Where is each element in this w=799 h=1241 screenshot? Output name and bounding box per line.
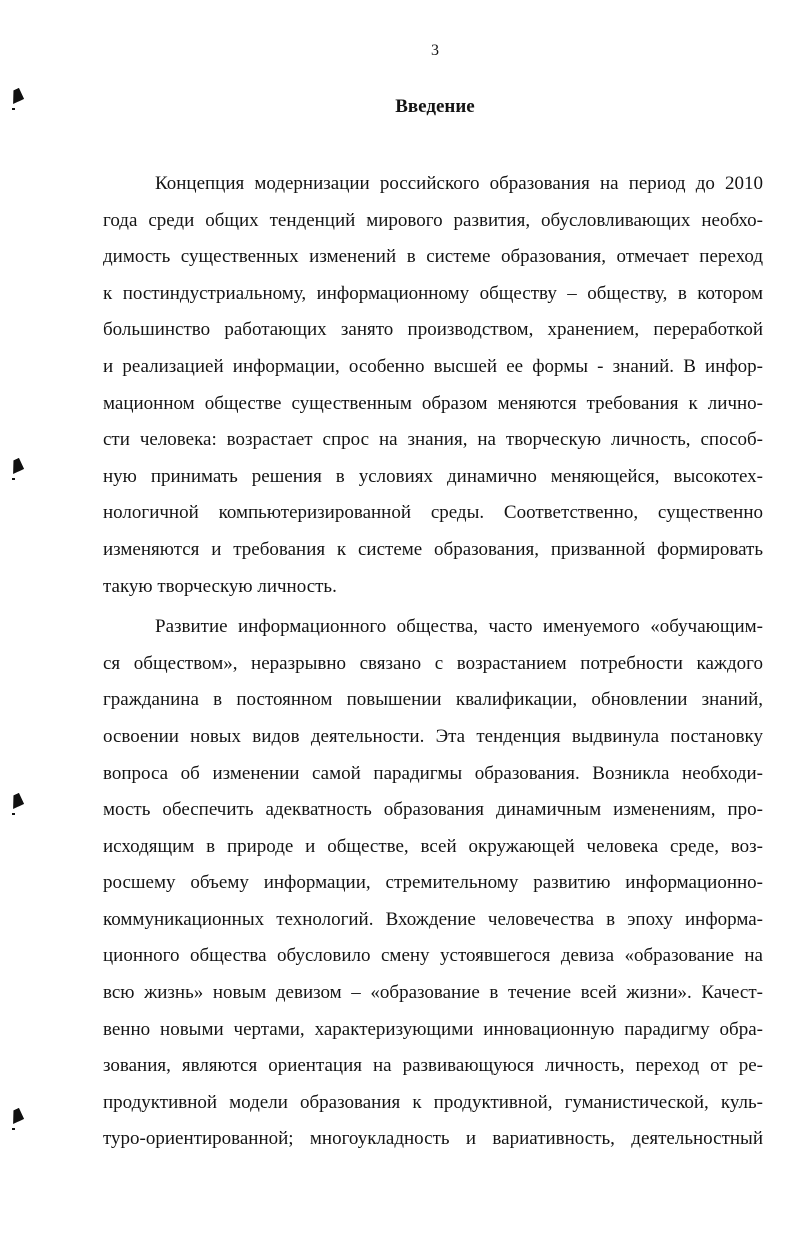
text-line: вопроса об изменении самой парадигмы образования. Возникла необходи- <box>103 762 763 784</box>
text-line: ную принимать решения в условиях динамично меняющейся, высокотех- <box>103 465 763 487</box>
text-line: туро-ориентированной; многоукладность и вариативность, деятельностный <box>103 1128 763 1150</box>
text-line: гражданина в постоянном повышении квалификации, обновлении знаний, <box>103 689 763 711</box>
text-line: года среди общих тенденций мирового развития, обусловливающих необхо- <box>103 209 763 231</box>
text-line: освоении новых видов деятельности. Эта тенденция выдвинула постановку <box>103 725 763 747</box>
text-line: исходящим в природе и обществе, всей окружающей человека среде, воз- <box>103 835 763 857</box>
text-line: коммуникационных технологий. Вхождение человечества в эпоху информа- <box>103 908 763 930</box>
text-line: такую творческую личность. <box>103 575 337 597</box>
text-line: нологичной компьютеризированной среды. Соответственно, существенно <box>103 502 763 524</box>
text-line: и реализацией информации, особенно высшей ее формы - знаний. В инфор- <box>103 355 763 377</box>
text-line: ционного общества обусловило смену устоявшегося девиза «образование на <box>103 945 763 967</box>
text-line: димость существенных изменений в системе образования, отмечает переход <box>103 246 763 268</box>
text-line: Развитие информационного общества, часто именуемого «обучающим- <box>155 616 763 638</box>
text-line: зования, являются ориентация на развивающуюся личность, переход от ре- <box>103 1055 763 1077</box>
body-text <box>103 166 763 1158</box>
section-title: Введение <box>395 96 475 117</box>
paragraph-2 <box>103 609 763 1158</box>
text-line: к постиндустриальному, информационному обществу – обществу, в котором <box>103 282 763 304</box>
text-line: росшему объему информации, стремительному развитию информационно- <box>103 872 763 894</box>
text-line: мость обеспечить адекватность образования динамичным изменениям, про- <box>103 799 763 821</box>
paragraph-1 <box>103 166 763 605</box>
text-line: изменяются и требования к системе образования, призванной формировать <box>103 538 763 560</box>
text-line: мационном обществе существенным образом меняются требования к лично- <box>103 392 763 414</box>
page-number: 3 <box>431 42 439 59</box>
text-line: большинство работающих занято производством, хранением, переработкой <box>103 319 763 341</box>
text-line: всю жизнь» новым девизом – «образование в течение всей жизни». Качест- <box>103 982 763 1004</box>
text-line: Концепция модернизации российского образования на период до 2010 <box>155 173 763 194</box>
text-line: ся обществом», неразрывно связано с возрастанием потребности каждого <box>103 652 763 674</box>
text-line: сти человека: возрастает спрос на знания, на творческую личность, способ- <box>103 429 763 451</box>
text-line: венно новыми чертами, характеризующими инновационную парадигму обра- <box>103 1018 763 1040</box>
text-line: продуктивной модели образования к продуктивной, гуманистической, куль- <box>103 1091 763 1113</box>
